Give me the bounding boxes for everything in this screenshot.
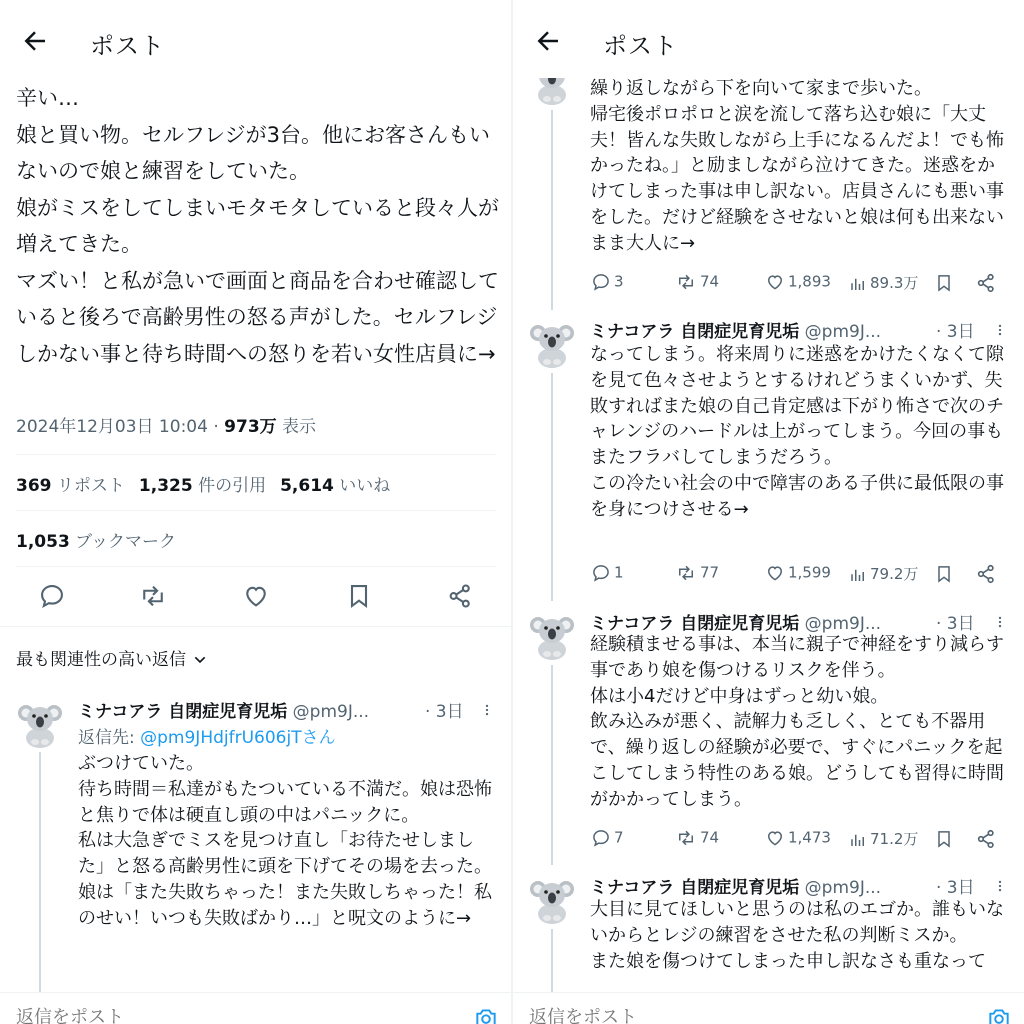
- share-icon[interactable]: [975, 272, 997, 294]
- bookmark-icon[interactable]: [934, 272, 954, 294]
- author-name: ミナコアラ 自閉症児育児垢: [590, 322, 800, 342]
- page-title: ポスト: [90, 32, 165, 60]
- quotes-label: 件の引用: [192, 476, 267, 496]
- reposts-stat[interactable]: [16, 476, 125, 496]
- bookmark-icon[interactable]: [345, 582, 373, 610]
- back-arrow-icon[interactable]: [533, 26, 563, 56]
- post-date: 2024年12月03日 10:04: [16, 417, 208, 437]
- like-icon: [765, 828, 785, 848]
- divider: [0, 626, 511, 627]
- thread-line: [39, 752, 41, 992]
- like-count: 1,599: [788, 563, 831, 582]
- reply-author[interactable]: [590, 609, 881, 634]
- reply-time: · 3日: [936, 878, 975, 898]
- views-icon: [849, 565, 867, 585]
- likes-count: 5,614: [280, 476, 334, 496]
- views-count: 89.3万: [870, 274, 919, 292]
- reposts-count: 369: [16, 476, 52, 496]
- reply-text: 経験積ませる事は、本当に親子で神経をすり減らす事であり娘を傷つけるリスクを伴う。 体は小4だけど中身はずっと幼い娘。 飲み込みが悪く、読解力も乏しく、とても不器用で、繰り返しの経験が必要で、すぐにパニックを起こしてしまう特性のある娘。どうしても習得に時間がかかってしまう。: [590, 634, 1004, 810]
- repost-button[interactable]: [675, 828, 719, 848]
- camera-icon[interactable]: [986, 1005, 1012, 1024]
- reposts-label: リポスト: [51, 476, 125, 496]
- reply-text: 繰り返しながら下を向いて家まで歩いた。 帰宅後ポロポロと涙を流して落ち込む娘に「大丈夫！皆んな失敗しながら上手になるんだよ！でも怖かったね。」と励ましながら泣けてきた。迷惑をかけてしまった事は申し訳ない。店員さんにも悪い事をした。だけど経験をさせないと娘は何も出来ないまま大人に→: [590, 78, 1004, 254]
- more-icon[interactable]: [993, 614, 1007, 630]
- page-title: ポスト: [603, 32, 678, 60]
- reply-sort-dropdown[interactable]: [16, 645, 208, 670]
- engagement-stats: [16, 471, 390, 496]
- koala-avatar[interactable]: [18, 700, 62, 748]
- repost-count: 74: [700, 272, 720, 291]
- bookmarks-count: 1,053: [16, 532, 70, 552]
- thread-line: [551, 110, 553, 310]
- chevron-down-icon: [192, 652, 208, 668]
- camera-icon[interactable]: [473, 1005, 499, 1024]
- right-pane: [513, 0, 1024, 1024]
- likes-label: いいね: [333, 476, 391, 496]
- reply-button[interactable]: [591, 563, 624, 583]
- reply-button[interactable]: [591, 828, 624, 848]
- author-handle: @pm9J...: [799, 322, 882, 342]
- repost-button[interactable]: [675, 563, 719, 583]
- like-icon[interactable]: [242, 582, 270, 610]
- quotes-count: 1,325: [138, 476, 193, 496]
- reply-icon: [591, 828, 611, 848]
- author-handle: @pm9J...: [287, 702, 370, 722]
- reply-author[interactable]: [590, 317, 881, 342]
- reply-input[interactable]: [529, 1007, 761, 1024]
- reply-author[interactable]: [590, 873, 881, 898]
- bookmarks-stat[interactable]: [16, 527, 176, 552]
- likes-stat[interactable]: [280, 476, 390, 496]
- divider: [16, 566, 496, 567]
- header: [513, 0, 1024, 78]
- author-handle: @pm9J...: [799, 878, 882, 898]
- like-count: 1,473: [788, 828, 831, 847]
- thread-line: [551, 373, 553, 601]
- reply-text: 大目に見てほしいと思うのは私のエゴか。誰もいないからとレジの練習をさせた私の判断ミスか。 また娘を傷つけてしまった申し訳なさも重なって: [590, 899, 1004, 972]
- post-meta: [16, 412, 316, 437]
- reply-count: 7: [614, 828, 624, 847]
- reply-icon: [591, 272, 611, 292]
- left-pane: [0, 0, 511, 1024]
- views-icon: [849, 830, 867, 850]
- views-button[interactable]: [849, 563, 918, 585]
- bookmarks-label: ブックマーク: [69, 532, 176, 552]
- back-arrow-icon[interactable]: [20, 26, 50, 56]
- repost-button[interactable]: [675, 272, 719, 292]
- thread-line: [551, 665, 553, 865]
- reply-author[interactable]: [78, 697, 369, 722]
- quotes-stat[interactable]: [139, 476, 266, 496]
- more-icon[interactable]: [993, 322, 1007, 338]
- reply-to-handle-link[interactable]: @pm9JHdjfrU606jTさん: [140, 728, 336, 748]
- like-button[interactable]: [765, 828, 831, 848]
- like-icon: [765, 563, 785, 583]
- reply-count: 1: [614, 563, 624, 582]
- meta-separator: ·: [207, 417, 225, 437]
- reply-time: · 3日: [936, 614, 975, 634]
- reply-composer: [513, 992, 1024, 1024]
- divider: [16, 454, 496, 455]
- bookmark-icon[interactable]: [934, 828, 954, 850]
- koala-avatar[interactable]: [530, 876, 574, 924]
- reply-composer: [0, 992, 511, 1024]
- more-icon[interactable]: [993, 878, 1007, 894]
- header: [0, 0, 511, 78]
- author-name: ミナコアラ 自閉症児育児垢: [590, 878, 800, 898]
- share-icon[interactable]: [975, 828, 997, 850]
- reply-text: なってしまう。将来周りに迷惑をかけたくなくて隙を見て色々させようとするけれどうまくいかず、失敗すればまた娘の自己肯定感は下がり怖さで次のチャレンジのハードルは上がってしまう。今回の事もまたフラバしてしまうだろう。 この冷たい社会の中で障害のある子供に最低限の事を身につけさせる→: [590, 344, 1004, 520]
- author-name: ミナコアラ 自閉症児育児垢: [590, 614, 800, 634]
- more-icon[interactable]: [480, 702, 494, 718]
- views-button[interactable]: [849, 272, 918, 294]
- reply-icon: [591, 563, 611, 583]
- views-count: 71.2万: [870, 830, 919, 848]
- views-button[interactable]: [849, 828, 918, 850]
- author-handle: @pm9J...: [799, 614, 882, 634]
- koala-avatar[interactable]: [530, 612, 574, 660]
- reply-count: 3: [614, 272, 624, 291]
- like-icon: [765, 272, 785, 292]
- repost-icon: [675, 272, 697, 292]
- reply-to-label: 返信先:: [78, 728, 141, 748]
- reply-input[interactable]: [16, 1007, 248, 1024]
- reply-text: ぶつけていた。 待ち時間＝私達がもたついている不満だ。娘は恐怖と焦りで体は硬直し頭の中はパニックに。 私は大急ぎでミスを見つけ直し「お待たせしました」と怒る高齢男性に頭を下げてその場を去った。 娘は「また失敗ちゃった！また失敗しちゃった！私のせい！いつも失敗ばかり…」と呪文のように→: [78, 753, 492, 929]
- like-button[interactable]: [765, 272, 831, 292]
- like-count: 1,893: [788, 272, 831, 291]
- reply-icon[interactable]: [38, 582, 66, 610]
- post-text: 辛い… 娘と買い物。セルフレジが3台。他にお客さんもいないので娘と練習をしていた。 娘がミスをしてしまいモタモタしていると段々人が増えてきた。 マズい！と私が急いで画面と商品を合わせ確認していると後ろで高齢男性の怒る声がした。セルフレジしかない事と待ち時間への怒りを若い女性店員に→: [16, 86, 499, 366]
- repost-count: 74: [700, 828, 720, 847]
- view-label: 表示: [276, 417, 317, 437]
- share-icon[interactable]: [446, 582, 474, 610]
- divider: [16, 510, 496, 511]
- reply-button[interactable]: [591, 272, 624, 292]
- like-button[interactable]: [765, 563, 831, 583]
- reply-to-line: [78, 723, 336, 748]
- share-icon[interactable]: [975, 563, 997, 585]
- views-count: 79.2万: [870, 565, 919, 583]
- reply-time: · 3日: [936, 322, 975, 342]
- repost-icon: [675, 828, 697, 848]
- koala-avatar[interactable]: [530, 320, 574, 368]
- repost-icon: [675, 563, 697, 583]
- sort-label: 最も関連性の高い返信: [16, 650, 186, 670]
- author-name: ミナコアラ 自閉症児育児垢: [78, 702, 288, 722]
- repost-count: 77: [700, 563, 720, 582]
- view-count: 973万: [224, 417, 277, 437]
- repost-icon[interactable]: [139, 582, 167, 610]
- reply-time: · 3日: [425, 702, 464, 722]
- thread-line: [551, 929, 553, 999]
- bookmark-icon[interactable]: [934, 563, 954, 585]
- views-icon: [849, 274, 867, 294]
